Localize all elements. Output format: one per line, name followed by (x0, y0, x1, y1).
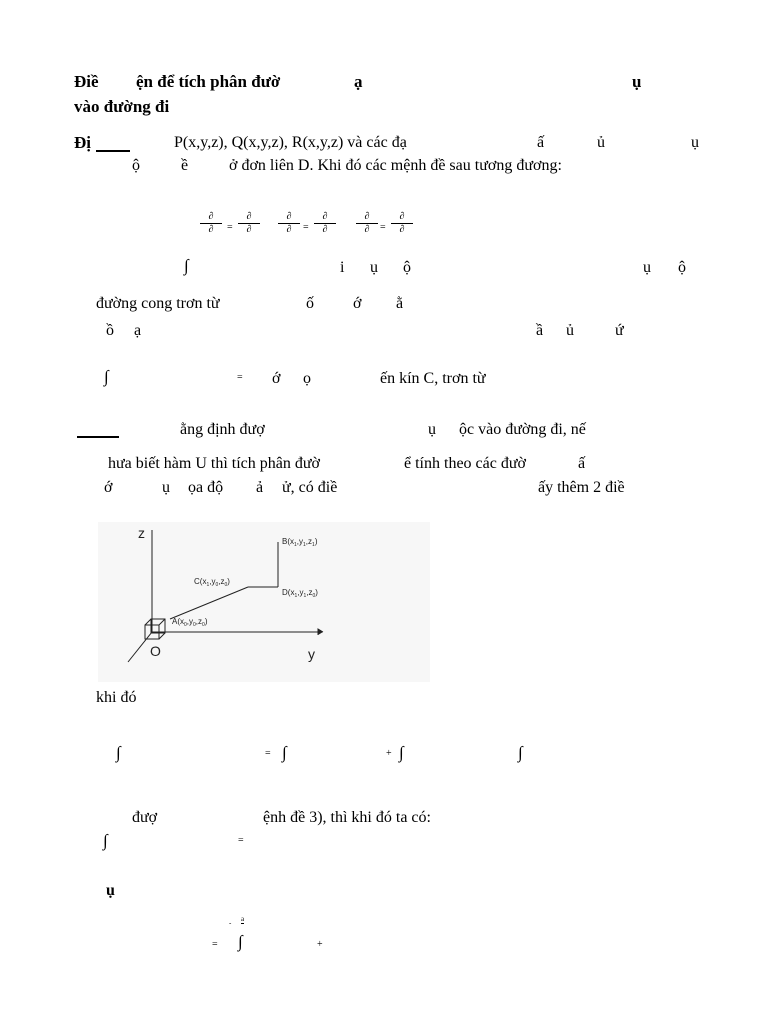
theorem-fragment-4: ộ (132, 157, 140, 174)
path-diagram (98, 522, 430, 682)
plus-sign-2: + (317, 939, 323, 950)
title-fragment-2: ện để tích phân đườ (136, 72, 281, 91)
theorem-label: Đị (74, 133, 91, 152)
example-minus: - (229, 919, 232, 927)
statement2-fragment-6: ố (306, 295, 314, 312)
theorem-line-2: ở đơn liên D. Khi đó các mệnh đề sau tương đương: (229, 157, 562, 174)
paragraph-fragment-4: ọa độ (188, 479, 224, 496)
conclusion-text-2: ệnh đề 3), thì khi đó ta có: (263, 809, 431, 826)
paragraph-line-1: hưa biết hàm U thì tích phân đườ (108, 455, 320, 472)
statement2-fragment-10: ạ (134, 322, 142, 339)
paragraph-fragment-6: ử, có điề (282, 479, 338, 496)
theorem-fragment-3: ụ (691, 134, 699, 151)
khi-do-text: khi đó (96, 689, 137, 706)
conclusion-text-1: đượ (132, 809, 158, 826)
equals-sign-5: = (265, 748, 271, 759)
example-label: ụ (106, 882, 115, 899)
point-c-label: $C(x_1,y_0,z_0)$ (194, 577, 230, 588)
integral-sign-4: ∫ (282, 743, 287, 762)
equals-sign-2: = (303, 222, 309, 233)
path-diagram-svg (98, 522, 430, 682)
partial-fraction-6: ∂ ∂ (391, 212, 413, 235)
integral-sign-2: ∫ (104, 367, 109, 386)
paragraph-fragment-2: ớ (104, 479, 113, 496)
example-limit: a (241, 915, 245, 923)
statement2-fragment-5: ộ (678, 259, 686, 276)
statement2-fragment-1: i (340, 259, 345, 276)
statement2-fragment-13: ứ (615, 322, 624, 339)
paragraph-fragment-1: ấ (578, 455, 586, 472)
partial-fraction-5: ∂ ∂ (356, 212, 378, 235)
integral-sign-5: ∫ (399, 743, 404, 762)
point-a-label: $A(x_0,y_0,z_0)$ (172, 617, 208, 628)
integral-sign-1: ∫ (184, 256, 189, 275)
integral-sign-6: ∫ (518, 743, 523, 762)
point-d-label: $D(x_1,y_1,z_0)$ (282, 588, 318, 599)
title-fragment-3: ạ (354, 72, 363, 91)
equals-sign-3: = (380, 222, 386, 233)
remark-text-2: ộc vào đường đi, nế (459, 421, 586, 438)
theorem-label-underline (96, 150, 130, 152)
statement3-fragment-1: ớ (272, 370, 281, 387)
equals-sign-1: = (227, 222, 233, 233)
path-a-to-c (170, 587, 248, 619)
equals-sign-4: = (237, 372, 243, 383)
partial-fraction-3: ∂ ∂ (278, 212, 300, 235)
equals-sign-6: = (238, 835, 244, 846)
partial-fraction-4: ∂ ∂ (314, 212, 336, 235)
statement2-fragment-4: ụ (643, 259, 651, 276)
axis-label-z: z (138, 525, 145, 541)
title-line-2: vào đường đi (74, 97, 170, 116)
paragraph-fragment-7: ấy thêm 2 điề (538, 479, 625, 496)
y-axis-arrow-icon (318, 629, 323, 635)
statement2-fragment-7: ớ (353, 295, 362, 312)
theorem-line-1: P(x,y,z), Q(x,y,z), R(x,y,z) và các đạ (174, 134, 407, 151)
statement3-fragment-2: ọ (303, 370, 311, 387)
paragraph-line-1-b: ể tính theo các đườ (404, 455, 526, 472)
axis-label-y: y (308, 646, 315, 662)
integral-sign-7: ∫ (103, 831, 108, 850)
theorem-fragment-2: ủ (597, 134, 605, 151)
integral-sign-8: ∫ (238, 932, 243, 951)
statement2-fragment-8: ằ (396, 295, 404, 312)
statement2-fragment-3: ộ (403, 259, 411, 276)
statement2-fragment-2: ụ (370, 259, 378, 276)
paragraph-fragment-5: ả (256, 479, 264, 496)
statement2-fragment-11: ầ (536, 322, 544, 339)
x-axis (128, 632, 152, 662)
theorem-fragment-1: ấ (537, 134, 545, 151)
plus-sign-1: + (386, 748, 392, 759)
partial-fraction-1: ∂ ∂ (200, 212, 222, 235)
equals-sign-7: = (212, 939, 218, 950)
remark-fragment: ụ (428, 421, 436, 438)
title-fragment-1: Điề (74, 72, 99, 91)
point-b-label: $B(x_1,y_1,z_1)$ (282, 537, 318, 548)
remark-underline (77, 436, 119, 438)
statement2-fragment-9: ồ (106, 322, 114, 339)
remark-text-1: ằng định đượ (180, 421, 265, 438)
statement2-line-2: đường cong trơn từ (96, 295, 220, 312)
partial-fraction-2: ∂ ∂ (238, 212, 260, 235)
theorem-fragment-5: ề (181, 157, 189, 174)
statement2-fragment-12: ủ (566, 322, 574, 339)
integral-sign-3: ∫ (116, 743, 121, 762)
paragraph-fragment-3: ụ (162, 479, 170, 496)
statement3-text: ến kín C, trơn từ (380, 370, 486, 387)
origin-label: O (150, 643, 161, 659)
title-fragment-4: ụ (632, 72, 642, 91)
